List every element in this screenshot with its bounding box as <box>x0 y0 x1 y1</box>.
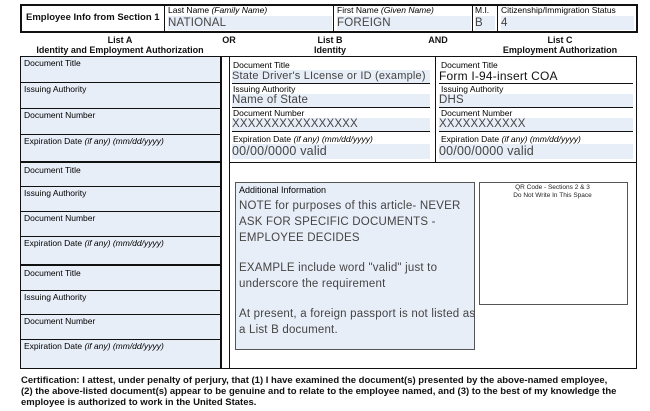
list-c-number-field[interactable]: XXXXXXXXXXX <box>439 118 633 132</box>
additional-line: EXAMPLE include word "valid" just to <box>239 262 438 274</box>
first-name-label: First Name (Given Name) <box>337 5 434 15</box>
list-a-doc1-number-label: Document Number <box>24 110 96 120</box>
grid-bottom-rule <box>20 368 637 369</box>
row-rule <box>21 186 220 187</box>
qr-code-note <box>479 184 626 200</box>
row-rule <box>21 314 220 315</box>
additional-line: At present, a foreign passport is not listed as <box>239 308 476 320</box>
list-a-doc2-number-label: Document Number <box>24 213 96 223</box>
list-a-doc2-exp-label: Expiration Date (if any) (mm/dd/yyyy) <box>24 238 164 248</box>
row-rule <box>21 108 220 109</box>
first-name-field[interactable]: FOREIGN <box>337 16 471 30</box>
divider <box>472 4 473 33</box>
list-a-doc2-issuing-label: Issuing Authority <box>24 188 87 198</box>
and-label: AND <box>428 35 448 45</box>
additional-info-label: Additional Information <box>239 185 327 195</box>
qr-code-box <box>479 182 628 305</box>
row-rule <box>21 339 220 340</box>
last-name-field[interactable]: NATIONAL <box>168 16 332 30</box>
list-b-exp-field[interactable]: 00/00/0000 valid <box>232 144 430 159</box>
list-a-doc1-issuing-label: Issuing Authority <box>24 84 87 94</box>
certification-text <box>21 375 641 408</box>
additional-info-text <box>239 198 475 338</box>
list-bc-bottom-rule <box>229 162 637 163</box>
list-a-header: List A Identity and Employment Authorization <box>36 35 204 55</box>
list-a-doc1-exp-label: Expiration Date (if any) (mm/dd/yyyy) <box>24 136 164 146</box>
list-a-doc3-title-label: Document Title <box>24 268 81 278</box>
list-b-title-label: Document Title <box>233 60 290 70</box>
qr-line: Do Not Write In This Space <box>513 192 592 199</box>
list-a-doc1-title-label: Document Title <box>24 58 81 68</box>
divider <box>497 4 498 33</box>
row-rule <box>21 211 220 212</box>
certification-line: Certification: I attest, under penalty of perjury, that (1) I have examined the document(s) presented by the above-named employee, <box>21 375 608 386</box>
certification-line: employee is authorized to work in the United States. <box>21 397 257 408</box>
additional-line: underscore the requirement <box>239 278 386 290</box>
list-c-number-label: Document Number <box>441 108 513 118</box>
list-c-exp-field[interactable]: 00/00/0000 valid <box>439 144 633 159</box>
qr-line: QR Code - Sections 2 & 3 <box>515 184 590 191</box>
list-b-issuing-field[interactable]: Name of State <box>232 94 430 108</box>
list-c-title-field[interactable]: Form I-94-insert COA <box>439 70 633 84</box>
list-a-divider <box>220 56 222 369</box>
mi-label: M.I. <box>475 5 490 15</box>
row-rule <box>21 82 220 83</box>
or-label: OR <box>222 35 236 45</box>
list-c-header: List C Employment Authorization <box>502 35 618 55</box>
last-name-label: Last Name (Family Name) <box>168 5 268 15</box>
section1-bottom-rule <box>20 31 637 33</box>
list-c-title-label: Document Title <box>441 60 498 70</box>
list-a-doc3-issuing-label: Issuing Authority <box>24 292 87 302</box>
additional-line: NOTE for purposes of this article- NEVER <box>239 200 461 212</box>
status-label: Citizenship/Immigration Status <box>501 5 616 15</box>
list-b-header: List B Identity <box>313 35 346 55</box>
row-rule <box>21 134 220 135</box>
list-b-number-field[interactable]: XXXXXXXXXXXXXXXX <box>232 118 430 132</box>
status-field[interactable]: 4 <box>501 16 634 30</box>
list-b-number-label: Document Number <box>233 108 305 118</box>
additional-line: a List B document. <box>239 324 338 336</box>
certification-line: (2) the above-listed document(s) appear to be genuine and to relate to the employee named, and (3) to the best of my knowledge the <box>21 386 617 397</box>
list-a-doc3-number-label: Document Number <box>24 316 96 326</box>
divider <box>164 4 165 33</box>
grid-right <box>636 56 637 369</box>
list-b-title-field[interactable]: State Driver's LIcense or ID (example) <box>232 70 430 84</box>
right-border <box>636 4 638 33</box>
left-border <box>20 4 22 33</box>
list-c-issuing-field[interactable]: DHS <box>439 94 633 108</box>
additional-line: ASK FOR SPECIFIC DOCUMENTS - <box>239 216 436 228</box>
list-a-doc2-title-label: Document Title <box>24 165 81 175</box>
list-b-issuing-label: Issuing Authority <box>233 84 296 94</box>
divider <box>333 4 334 33</box>
mi-field[interactable]: B <box>475 16 495 30</box>
list-c-exp-label: Expiration Date (if any) (mm/dd/yyyy) <box>441 134 581 144</box>
list-c-divider <box>435 56 436 162</box>
list-b-left-border <box>229 56 230 369</box>
list-a-doc3-exp-label: Expiration Date (if any) (mm/dd/yyyy) <box>24 341 164 351</box>
list-b-exp-label: Expiration Date (if any) (mm/dd/yyyy) <box>233 134 373 144</box>
row-rule <box>21 236 220 237</box>
section1-title: Employee Info from Section 1 <box>26 12 160 23</box>
row-rule <box>21 290 220 291</box>
list-c-issuing-label: Issuing Authority <box>441 84 504 94</box>
additional-line: EMPLOYEE DECIDES <box>239 232 360 244</box>
